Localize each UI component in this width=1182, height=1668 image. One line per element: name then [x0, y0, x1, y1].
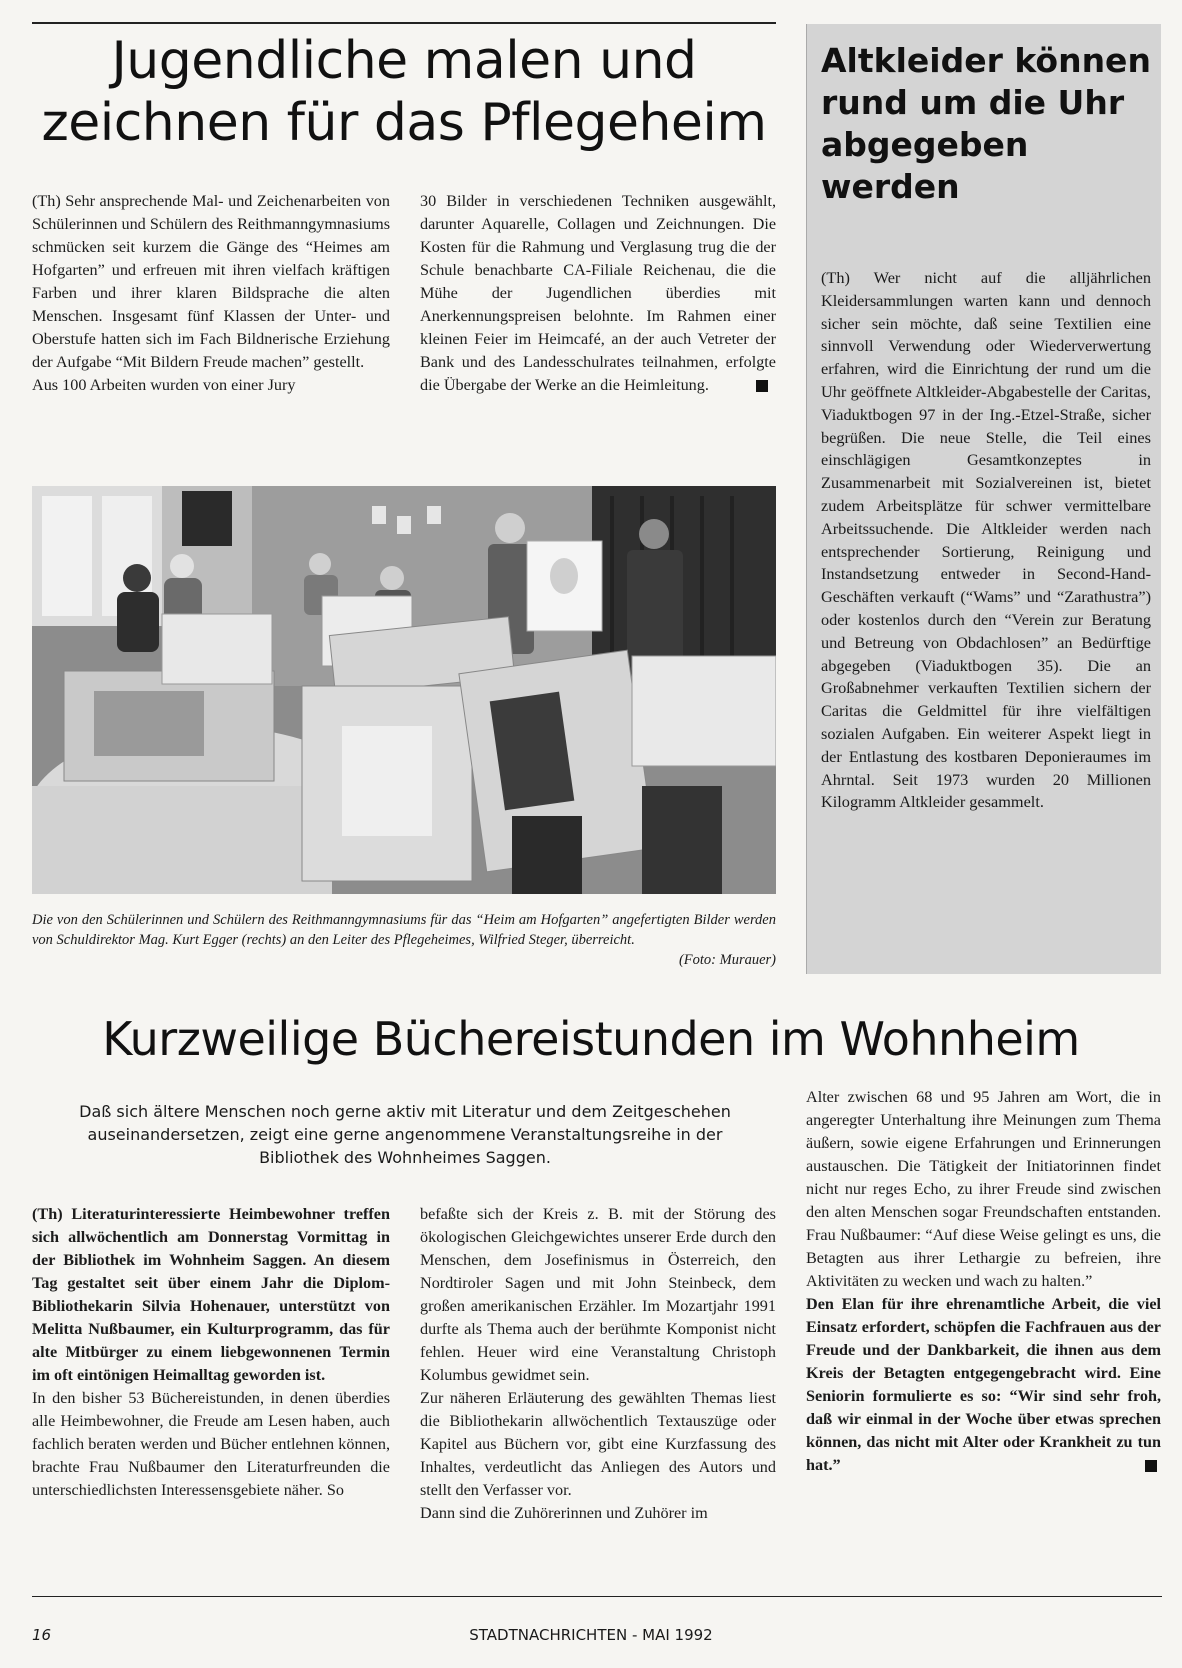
article2-col3-p1: Alter zwischen 68 und 95 Jahren am Wort, die in angeregter Unterhaltung ihre Meinungen zum Thema äußern, sowie eigene Erfahrungen und Erinnerungen austauschen. Die Tätigkeit der Initiatorinnen findet nicht nur reges Echo, zu ihrer Freude sind zwischen den alten Menschen sogar Freundschaften entstanden. Frau Nußbaumer: “Auf diese Weise gelingt es uns, die Betagten aus ihrer Lethargie zu befreien, ihre Aktivitäten zu wecken und wach zu halten.” — [806, 1088, 1161, 1290]
article1-column-2 — [420, 190, 776, 397]
article1-headline — [32, 30, 776, 154]
article2-col3-bold: Den Elan für ihre ehrenamtliche Arbeit, die viel Einsatz erfordert, schöpfen die Fachfrauen aus der Freude und der Dankbarkeit, die ihnen aus dem Kreis der Betagten entgegengebracht wird. Eine Seniorin formulierte es so: “Wir sind sehr froh, daß wir einmal in der Woche über etwas sprechen können, das nicht mit Alter oder Krankheit zu tun hat.” — [806, 1295, 1161, 1474]
page-number: 16 — [32, 1626, 52, 1644]
photo-credit: (Foto: Murauer) — [678, 952, 776, 968]
end-mark-icon — [756, 380, 768, 392]
sidebar-box — [806, 24, 1161, 974]
article2-lead: (Th) Literaturinteressierte Heimbewohner treffen sich allwöchentlich am Donnerstag Vormittag in der Bibliothek im Wohnheim Saggen. An diesem Tag gestaltet seit über einem Jahr die Diplom-Bibliothekarin Silvia Hohenauer, unterstützt von Melitta Nußbaumer, ein Kulturprogramm, das für alte Mitbürger zu einem liebgewonnenen Termin im oft eintönigen Heimalltag geworden ist. — [32, 1205, 390, 1384]
article2-col2-p2: Zur näheren Erläuterung des gewählten Themas liest die Bibliothekarin allwöchentlich Textauszüge oder Kapitel aus Büchern vor, gibt eine Kurzfassung des Inhaltes, verdeutlicht das Anliegen des Autors und stellt den Verfasser vor. — [420, 1389, 776, 1499]
sidebar-text: (Th) Wer nicht auf die alljährlichen Kleidersammlungen warten kann und dennoch sicher sein möchte, daß seine Textilien eine sinnvoll Verwendung oder Wiederverwertung erfahren, wird die Einrichtung der rund um die Uhr geöffnete Altkleider-Abgabestelle der Caritas, Viaduktbogen 97 in der Ing.-Etzel-Straße, sicher begrüßen. Die neue Stelle, die Teil eines einschlägigen Gesamtkonzeptes in Zusammenarbeit mit Sozialvereinen ist, bietet zudem Arbeitsplätze für schwer vermittelbare Arbeitssuchende. Die Altkleider werden nach entsprechender Sortierung, Reinigung und Instandsetzung entweder in Second-Hand-Geschäften verkauft (“Wams” und “Zarathustra”) oder kostenlos durch den “Verein zur Beratung und Betreung von Obdachlosen” an Bedürftige abgegeben (Viaduktbogen 35). Die an Großabnehmer verkauften Textilien sichern der Caritas die Geldmittel für ihre vielfältigen sozialen Aufgaben. Ein weiterer Aspekt liegt in der Entlastung des kostbaren Deponieraumes im Ahrntal. Seit 1973 wurden 20 Millionen Kilogramm Altkleider gesammelt. — [821, 268, 1151, 812]
article1-headline-line2: zeichnen für das Pflegeheim — [41, 93, 767, 153]
article2-column-2 — [420, 1203, 776, 1525]
end-mark-icon — [1145, 1460, 1157, 1472]
photo-caption — [32, 910, 776, 970]
publication-footer: STADTNACHRICHTEN - MAI 1992 — [469, 1626, 713, 1644]
photo-illustration — [32, 486, 776, 894]
article2-column-1 — [32, 1203, 390, 1502]
sidebar-headline: Altkleider können rund um die Uhr abgegeben werden — [821, 41, 1151, 206]
article1-col1-text: (Th) Sehr ansprechende Mal- und Zeichenarbeiten von Schülerinnen und Schülern des Reithmanngymnasiums schmücken seit kurzem die Gänge des “Heimes am Hofgarten” und erfreuen mit ihren vielfach kräftigen Farben und ihrer klaren Bildsprache die alten Menschen. Insgesamt fünf Klassen der Unter- und Oberstufe hatten sich im Fach Bildnerische Erziehung der Aufgabe “Mit Bildern Freude machen” gestellt. — [32, 192, 390, 371]
photo-caption-text: Die von den Schülerinnen und Schülern des Reithmanngymnasiums für das “Heim am Hofgarten” angefertigten Bilder werden von Schuldirektor Mag. Kurt Egger (rechts) an den Leiter des Pflegeheimes, Wilfried Steger, überreicht. — [32, 912, 776, 948]
top-rule — [32, 22, 776, 24]
article2-col2-p1: befaßte sich der Kreis z. B. mit der Störung des ökologischen Gleichgewichtes unserer Erde durch den Menschen, dem Josefinismus in Österreich, den Nordtiroler Sagen und mit John Steinbeck, dem großen amerikanischen Erzähler. Im Mozartjahr 1991 durfte als Thema auch der berühmte Komponist nicht fehlen. Heuer wird eine Veranstaltung Christoph Kolumbus gewidmet sein. — [420, 1205, 776, 1384]
article1-col2-text — [420, 190, 776, 397]
article1-col2-body: 30 Bilder in verschiedenen Techniken ausgewählt, darunter Aquarelle, Collagen und Zeichnungen. Die Kosten für die Rahmung und Verglasung trug die der Schule benachbarte CA-Filiale Reichenau, die die Mühe der Jugendlichen überdies mit Anerkennungspreisen belohnte. Im Rahmen einer kleinen Feier im Heimcafé, an der auch Vetreter der Bank und des Landesschulrates teilnahmen, erfolgte die Übergabe der Werke an die Heimleitung. — [420, 192, 776, 394]
article2-col1-body: In den bisher 53 Büchereistunden, in denen überdies alle Heimbewohner, die Freude am Lesen haben, auch fachlich beraten werden und Bücher entlehnen können, brachte Frau Nußbaumer den Literaturfreunden die unterschiedlichsten Interessensgebiete näher. So — [32, 1389, 390, 1499]
article1-column-1 — [32, 190, 390, 397]
article2-col2-p3: Dann sind die Zuhörerinnen und Zuhörer im — [420, 1504, 708, 1522]
article1-headline-line1: Jugendliche malen und — [111, 31, 697, 91]
bottom-rule — [32, 1596, 1162, 1597]
article1-col1-last: Aus 100 Arbeiten wurden von einer Jury — [32, 376, 296, 394]
article2-subhead: Daß sich ältere Menschen noch gerne aktiv mit Literatur und dem Zeitgeschehen auseinandersetzen, zeigt eine gerne angenommene Veranstaltungsreihe in der Bibliothek des Wohnheimes Saggen. — [79, 1102, 731, 1167]
article2-column-3 — [806, 1086, 1161, 1477]
article2-col3-closing — [806, 1293, 1161, 1477]
article1-photo — [32, 486, 776, 894]
article2-headline: Kurzweilige Büchereistunden im Wohnheim — [102, 1012, 1080, 1066]
